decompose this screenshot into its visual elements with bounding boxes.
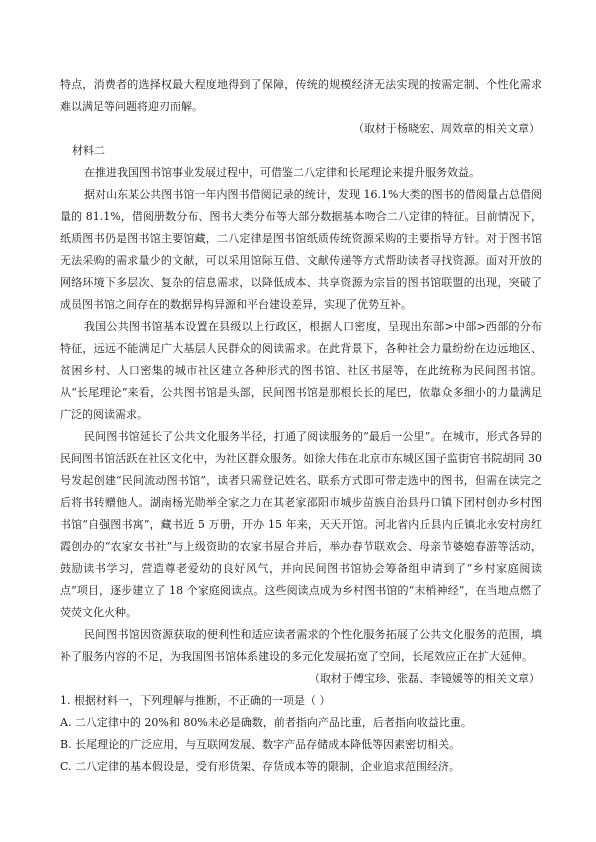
paragraph-statistics: 据对山东某公共图书馆一年内图书借阅记录的统计，发现 16.1%大类的图书的借阅量占总借阅量的 81.1%，借阅册数分布、图书大类分布等大部分数据基本吻合二八定律的特征。目前情况下，纸质图书仍是图书馆主要馆藏，二八定律是图书馆纸质传统资源采购的主要指导方针。对于图书馆无法采购的需求量少的文献，可以采用馆际互借、文献传递等方式帮助读者寻找资源。面对开放的网络环境下多层次、复杂的信息需求，以降低成本、共享资源为宗旨的图书馆联盟的出现，突破了成员图书馆之间存在的数据异构异源和平台建设差异，实现了优势互补。 — [60, 188, 542, 311]
material-two-heading: 材料二 — [72, 144, 105, 157]
question-stem: 1. 根据材料一，下列理解与推断，不正确的一项是（ ） — [60, 694, 331, 707]
option-c: C. 二八定律的基本假设是，受有形货架、存货成本等的限制，企业追求范围经济。 — [60, 760, 461, 773]
paragraph-private-library: 民间图书馆延长了公共文化服务半径，打通了阅读服务的“最后一公里”。在城市，形式各异的民间图书馆活跃在社区文化中，为社区群众服务。如徐大伟在北京市东城区国子监街官书院胡同 30 号发起创建“民间流动图书馆”，读者只需登记姓名、联系方式即可带走选中的图书，但需在读完之后将书转赠他人。湖南杨光勋举全家之力在其老家邵阳市城步苗族自治县丹口镇下团村创办乡村图书馆“自强图书寓”，藏书近 5 万册，开办 15 年来，天天开馆。河北省内丘县内丘镇北永安村房红霞创办的“农家女书社”与上级资助的农家书屋合并后，举办春节联欢会、母亲节婆媳春游等活动，鼓励读书学习，营造尊老爱幼的良好风气，并向民间图书馆协会筹备组申请到了“乡村家庭阅读点”项目，逐步建立了 18 个家庭阅读点。这些阅读点成为乡村图书馆的“末梢神经”，在当地点燃了荧荧文化火种。 — [60, 430, 542, 619]
paragraph-continued: 特点，消费者的选择权最大程度地得到了保障，传统的规模经济无法实现的按需定制、个性化需求难以满足等问题将迎刃而解。 — [60, 78, 542, 113]
source-citation-2: （取材于傅宝珍、张磊、李镜媛等的相关文章） — [309, 672, 540, 685]
paragraph-intro: 在推进我国图书馆事业发展过程中，可借鉴二八定律和长尾理论来提升服务效益。 — [84, 166, 480, 179]
paragraph-public-library: 我国公共图书馆基本设置在县级以上行政区，根据人口密度，呈现出东部>中部>西部的分布特征，远远不能满足广大基层人民群众的阅读需求。在此背景下，各种社会力量纷纷在边远地区、贫困乡村、人口密集的城市社区建立各种形式的图书馆、社区书屋等，在此统称为民间图书馆。从“长尾理论”来看，公共图书馆是头部，民间图书馆是那根长长的尾巴，依靠众多细小的力量满足广泛的阅读需求。 — [60, 320, 542, 421]
source-citation-1: （取材于杨晓宏、周效章的相关文章） — [353, 122, 540, 135]
option-a: A. 二八定律中的 20%和 80%未必是确数，前者指向产品比重，后者指向收益比重。 — [60, 716, 472, 729]
option-b: B. 长尾理论的广泛应用，与互联网发展、数字产品存储成本降低等因素密切相关。 — [60, 738, 461, 751]
document-page — [60, 74, 542, 778]
paragraph-conclusion: 民间图书馆因资源获取的便利性和适应读者需求的个性化服务拓展了公共文化服务的范围，填补了服务内容的不足，为我国图书馆体系建设的多元化发展拓宽了空间，长尾效应正在扩大延伸。 — [60, 628, 542, 663]
